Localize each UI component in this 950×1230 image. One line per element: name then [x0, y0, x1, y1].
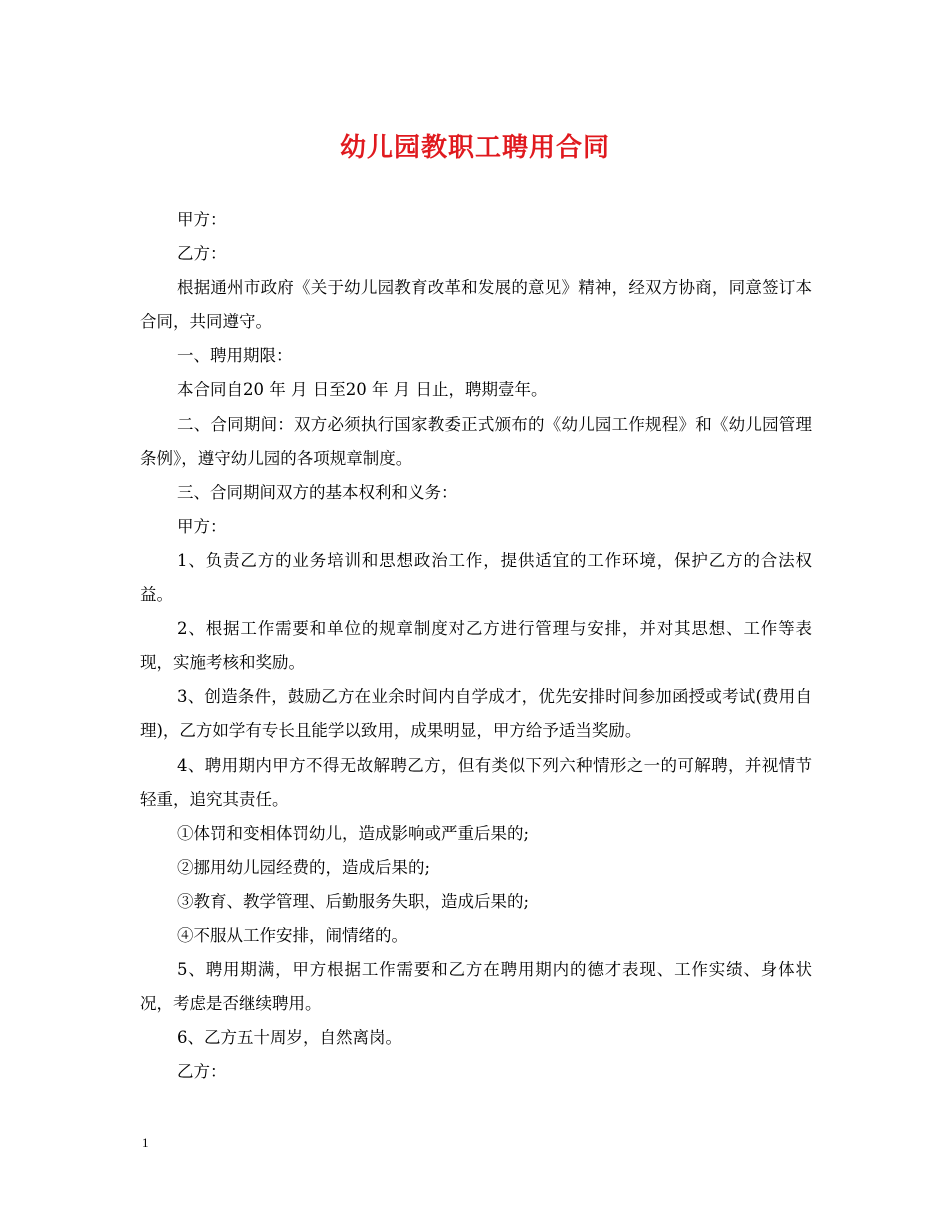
document-title: 幼儿园教职工聘用合同	[339, 133, 610, 163]
clause-2: 2、根据工作需要和单位的规章制度对乙方进行管理与安排，并对其思想、工作等表现，实施考核和奖励。	[140, 619, 812, 673]
party-a-line: 甲方：	[177, 210, 227, 229]
document-body	[140, 203, 812, 1089]
dismissal-condition-3: ③教育、教学管理、后勤服务失职，造成后果的;	[177, 891, 530, 911]
clause-3: 3、创造条件，鼓励乙方在业余时间内自学成才，优先安排时间参加函授或考试(费用自理)，乙方如学有专长且能学以致用，成果明显，甲方给予适当奖励。	[140, 687, 812, 741]
dismissal-condition-4: ④不服从工作安排，闹情绪的。	[177, 925, 408, 945]
section-heading-rights: 三、合同期间双方的基本权利和义务：	[177, 482, 458, 502]
contract-period-paragraph: 二、合同期间：双方必须执行国家教委正式颁布的《幼儿园工作规程》和《幼儿园管理条例》，遵守幼儿园的各项规章制度。	[140, 414, 812, 468]
clause-6: 6、乙方五十周岁，自然离岗。	[177, 1028, 402, 1048]
clause-5: 5、聘用期满，甲方根据工作需要和乙方在聘用期内的德才表现、工作实绩、身体状况，考虑是否继续聘用。	[140, 960, 812, 1014]
clause-4: 4、聘用期内甲方不得无故解聘乙方，但有类似下列六种情形之一的可解聘，并视情节轻重，追究其责任。	[140, 755, 812, 809]
section-heading-term: 一、聘用期限：	[177, 346, 293, 366]
party-b-line: 乙方：	[177, 244, 227, 264]
party-b-subheading: 乙方：	[177, 1062, 227, 1082]
dismissal-condition-2: ②挪用幼儿园经费的，造成后果的;	[177, 857, 431, 877]
dismissal-condition-1: ①体罚和变相体罚幼儿，造成影响或严重后果的;	[177, 823, 530, 843]
party-a-subheading: 甲方：	[177, 516, 227, 536]
preamble-paragraph: 根据通州市政府《关于幼儿园教育改革和发展的意见》精神，经双方协商，同意签订本合同，共同遵守。	[140, 278, 812, 332]
term-paragraph: 本合同自20 年 月 日至20 年 月 日止，聘期壹年。	[177, 380, 548, 400]
page-number: 1	[142, 1135, 149, 1150]
clause-1: 1、负责乙方的业务培训和思想政治工作，提供适宜的工作环境，保护乙方的合法权益。	[140, 550, 812, 605]
